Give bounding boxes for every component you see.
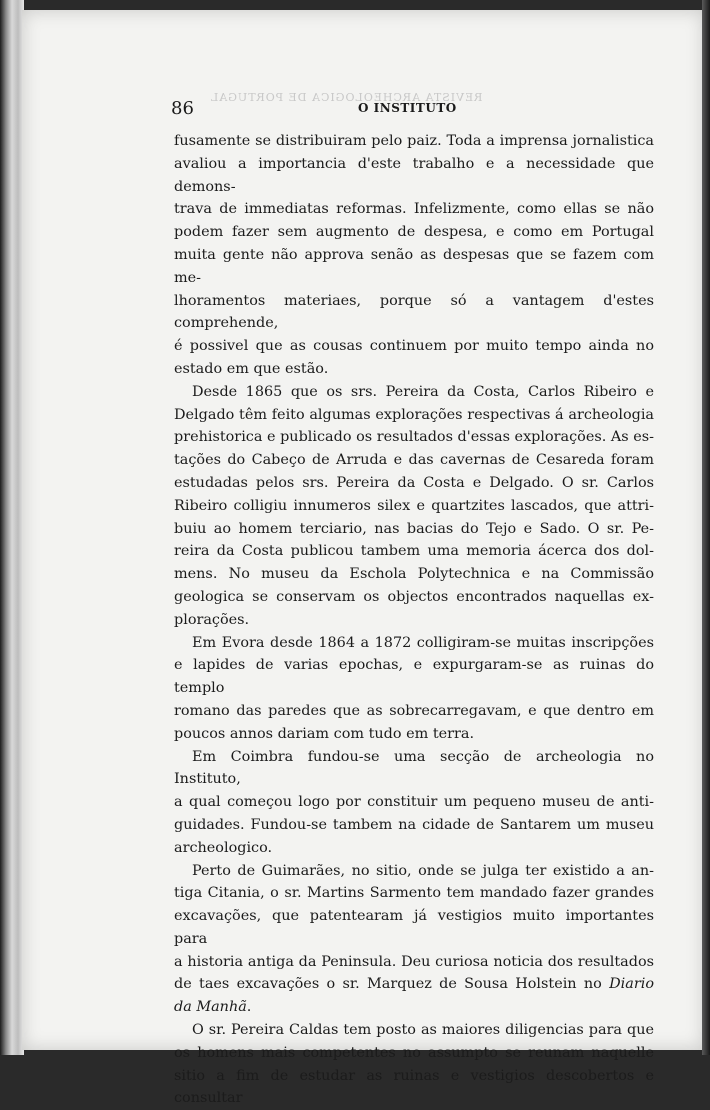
running-title: O INSTITUTO xyxy=(358,101,457,115)
text-line: romano das paredes que as sobrecarregavam, e que dentro em xyxy=(174,702,654,719)
text-line: estudadas pelos srs. Pereira da Costa e Delgado. O sr. Carlos xyxy=(174,474,654,491)
text-line: lhoramentos materiaes, porque só a vantagem d'estes comprehende, xyxy=(174,292,654,332)
text-line xyxy=(174,973,654,996)
text-line: Em Evora desde 1864 a 1872 colligiram-se muitas inscripções xyxy=(192,634,654,651)
text-line: Desde 1865 que os srs. Pereira da Costa, Carlos Ribeiro e xyxy=(192,383,654,400)
text-line: tações do Cabeço de Arruda e das cavernas de Cesareda foram xyxy=(174,452,654,469)
text-line: é possivel que as cousas continuem por muito tempo ainda no xyxy=(174,338,654,355)
text-span: . xyxy=(246,999,252,1016)
text-line: Em Coimbra fundou-se uma secção de archeologia no Instituto, xyxy=(174,748,654,788)
show-through-text: REVISTA ARCHEOLOGICA DE PORTUGAL xyxy=(210,91,483,104)
text-line: a qual começou logo por constituir um pequeno museu de anti- xyxy=(174,794,654,811)
text-line: e lapides de varias epochas, e expurgaram-se as ruinas do templo xyxy=(174,657,654,697)
text-line: podem fazer sem augmento de despesa, e como em Portugal xyxy=(174,224,654,241)
text-line: reira da Costa publicou tambem uma memoria ácerca dos dol- xyxy=(174,543,654,560)
text-line: archeologico. xyxy=(174,839,273,856)
text-line: a historia antiga da Peninsula. Deu curiosa noticia dos resultados xyxy=(174,953,654,970)
text-line: fusamente se distribuiram pelo paiz. Toda a imprensa jornalistica xyxy=(174,133,654,149)
text-line xyxy=(174,996,654,1019)
text-line: guidades. Fundou-se tambem na cidade de Santarem um museu xyxy=(174,816,654,833)
text-line: trava de immediatas reformas. Infelizmente, como ellas se não xyxy=(174,201,654,218)
book-gutter xyxy=(0,0,24,1055)
paragraph-6 xyxy=(174,1019,654,1110)
text-line: sitio a fim de estudar as ruinas e vestigios descobertos e consultar xyxy=(174,1067,654,1107)
text-line: avaliou a importancia d'este trabalho e a necessidade que demons- xyxy=(174,155,654,195)
text-line: mens. No museu da Eschola Polytechnica e na Commissão xyxy=(174,566,654,583)
text-line: muita gente não approva senão as despesas que se fazem com me- xyxy=(174,246,654,286)
paragraph-3 xyxy=(174,632,654,746)
paragraph-1 xyxy=(174,130,654,381)
page-header xyxy=(171,98,651,120)
text-line: Delgado têm feito algumas explorações respectivas á archeologia xyxy=(174,406,654,423)
body-text xyxy=(174,130,654,1110)
paragraph-2 xyxy=(174,381,654,632)
text-line: Ribeiro colligiu innumeros silex e quartzites lascados, que attri- xyxy=(174,497,654,514)
paragraph-5 xyxy=(174,860,654,1020)
text-line: prehistorica e publicado os resultados d'essas explorações. As es- xyxy=(174,429,655,446)
text-line: estado em que estão. xyxy=(174,360,329,377)
text-line: tiga Citania, o sr. Martins Sarmento tem mandado fazer grandes xyxy=(174,885,654,902)
text-line: geologica se conservam os objectos encontrados naquellas ex- xyxy=(174,588,654,605)
text-line: os homens mais competentes no assumpto se reunam naquelle xyxy=(174,1044,654,1061)
newspaper-title: Diario xyxy=(609,976,655,993)
text-line: O sr. Pereira Caldas tem posto as maiores diligencias para que xyxy=(192,1022,654,1039)
text-line: poucos annos dariam com tudo em terra. xyxy=(174,725,475,742)
page-number: 86 xyxy=(171,98,194,119)
newspaper-title: da Manhã xyxy=(174,999,247,1016)
text-line: Perto de Guimarães, no sitio, onde se julga ter existido a an- xyxy=(192,862,654,879)
text-span: de taes excavações o sr. Marquez de Sousa Holstein no xyxy=(174,976,602,993)
text-line: plorações. xyxy=(174,611,250,628)
paragraph-4 xyxy=(174,746,654,860)
page-edge-shadow xyxy=(702,0,710,1055)
text-line: buiu ao homem terciario, nas bacias do Tejo e Sado. O sr. Pe- xyxy=(174,520,654,537)
text-line: excavações, que patentearam já vestigios muito importantes para xyxy=(174,908,654,947)
